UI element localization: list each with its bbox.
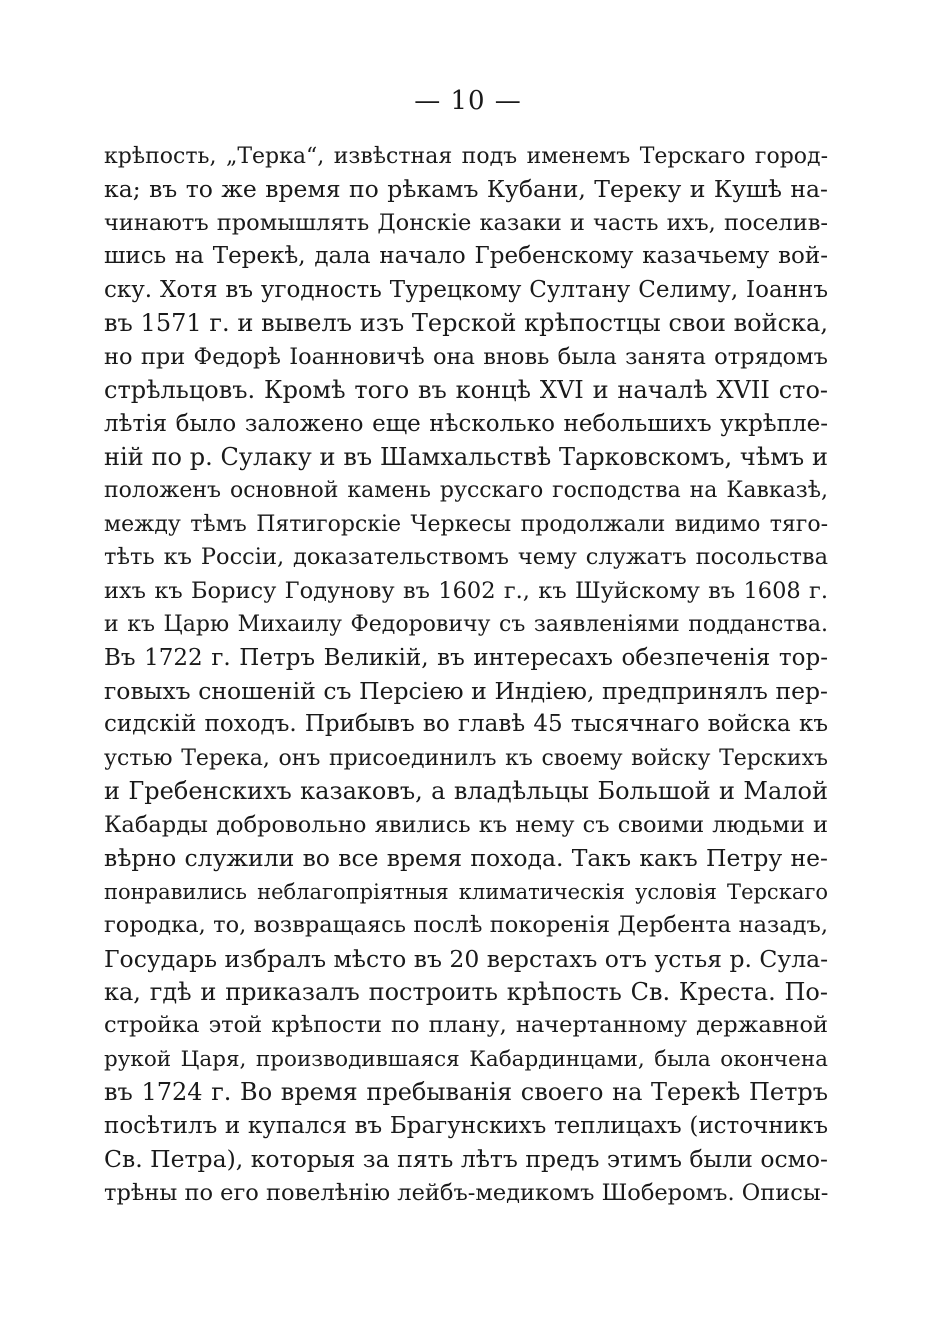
text-line: понравились неблагопріятныя климатическія условія Терскаго	[104, 879, 828, 904]
text-line: городка, то, возвращаясь послѣ покоренія Дербента назадъ,	[104, 912, 828, 939]
text-line: стрѣльцовъ. Кромѣ того въ концѣ XVI и началѣ XVII сто-	[104, 376, 828, 405]
text-line: между тѣмъ Пятигорскіе Черкесы продолжали видимо тяго-	[104, 511, 828, 537]
text-line: чинаютъ промышлять Донскіе казаки и часть ихъ, поселив-	[104, 209, 828, 236]
text-line: устью Терека, онъ присоединилъ къ своему войску Терскихъ	[104, 745, 828, 771]
text-line: ній по р. Сулаку и въ Шамхальствѣ Тарковскомъ, чѣмъ и	[104, 442, 828, 471]
text-line: но при Федорѣ Іоанновичѣ она вновь была занята отрядомъ	[104, 343, 828, 370]
text-line: крѣпость, „Терка“, извѣстная подъ именемъ Терскаго город-	[104, 144, 828, 169]
body-text	[104, 140, 828, 1210]
text-line: Государь избралъ мѣсто въ 20 верстахъ отъ устья р. Сула-	[104, 944, 828, 973]
page-number: — 10 —	[414, 86, 522, 116]
text-line: положенъ основной камень русскаго господства на Кавказѣ,	[104, 478, 828, 504]
text-line: и къ Царю Михаилу Федоровичу съ заявленіями подданства.	[104, 612, 828, 638]
text-line: рукой Царя, производившаяся Кабардинцами, была окончена	[104, 1046, 828, 1072]
text-line: трѣны по его повелѣнію лейбъ-медикомъ Шоберомъ. Описы-	[104, 1179, 828, 1206]
text-line: стройка этой крѣпости по плану, начертанному державной	[104, 1012, 828, 1039]
text-line: посѣтилъ и купался въ Брагунскихъ теплицахъ (источникъ	[104, 1112, 828, 1139]
text-line: ка, гдѣ и приказалъ построить крѣпость Св. Креста. По-	[104, 977, 828, 1006]
text-line: шись на Терекѣ, дала начало Гребенскому казачьему вой-	[104, 243, 828, 270]
text-line: въ 1724 г. Во время пребыванія своего на Терекѣ Петръ	[104, 1078, 828, 1107]
text-line: ску. Хотя въ угодность Турецкому Султану Селиму, Іоаннъ	[104, 276, 828, 303]
text-line: вѣрно служили во все время похода. Такъ какъ Петру не-	[104, 844, 828, 873]
text-line: лѣтія было заложено еще нѣсколько небольшихъ укрѣпле-	[104, 410, 828, 437]
text-line: и Гребенскихъ казаковъ, а владѣльцы Большой и Малой	[104, 777, 828, 806]
text-line: ихъ къ Борису Годунову въ 1602 г., къ Шуйскому въ 1608 г.	[104, 577, 828, 604]
text-line: говыхъ сношеній съ Персіею и Индіею, предпринялъ пер-	[104, 677, 828, 705]
text-line: Въ 1722 г. Петръ Великій, въ интересахъ обезпеченія тор-	[104, 644, 828, 671]
text-line: въ 1571 г. и вывелъ изъ Терской крѣпостцы свои войска,	[104, 309, 828, 338]
text-line: Св. Петра), которыя за пять лѣтъ предъ этимъ были осмо-	[104, 1145, 828, 1174]
text-line: сидскій походъ. Прибывъ во главѣ 45 тысячнаго войска къ	[104, 711, 828, 738]
text-line: ка; въ то же время по рѣкамъ Кубани, Тереку и Кушѣ на-	[104, 175, 828, 204]
text-line: тѣть къ Россіи, доказательствомъ чему служатъ посольства	[104, 544, 828, 571]
text-line: Кабарды добровольно явились къ нему съ своими людьми и	[104, 811, 828, 838]
